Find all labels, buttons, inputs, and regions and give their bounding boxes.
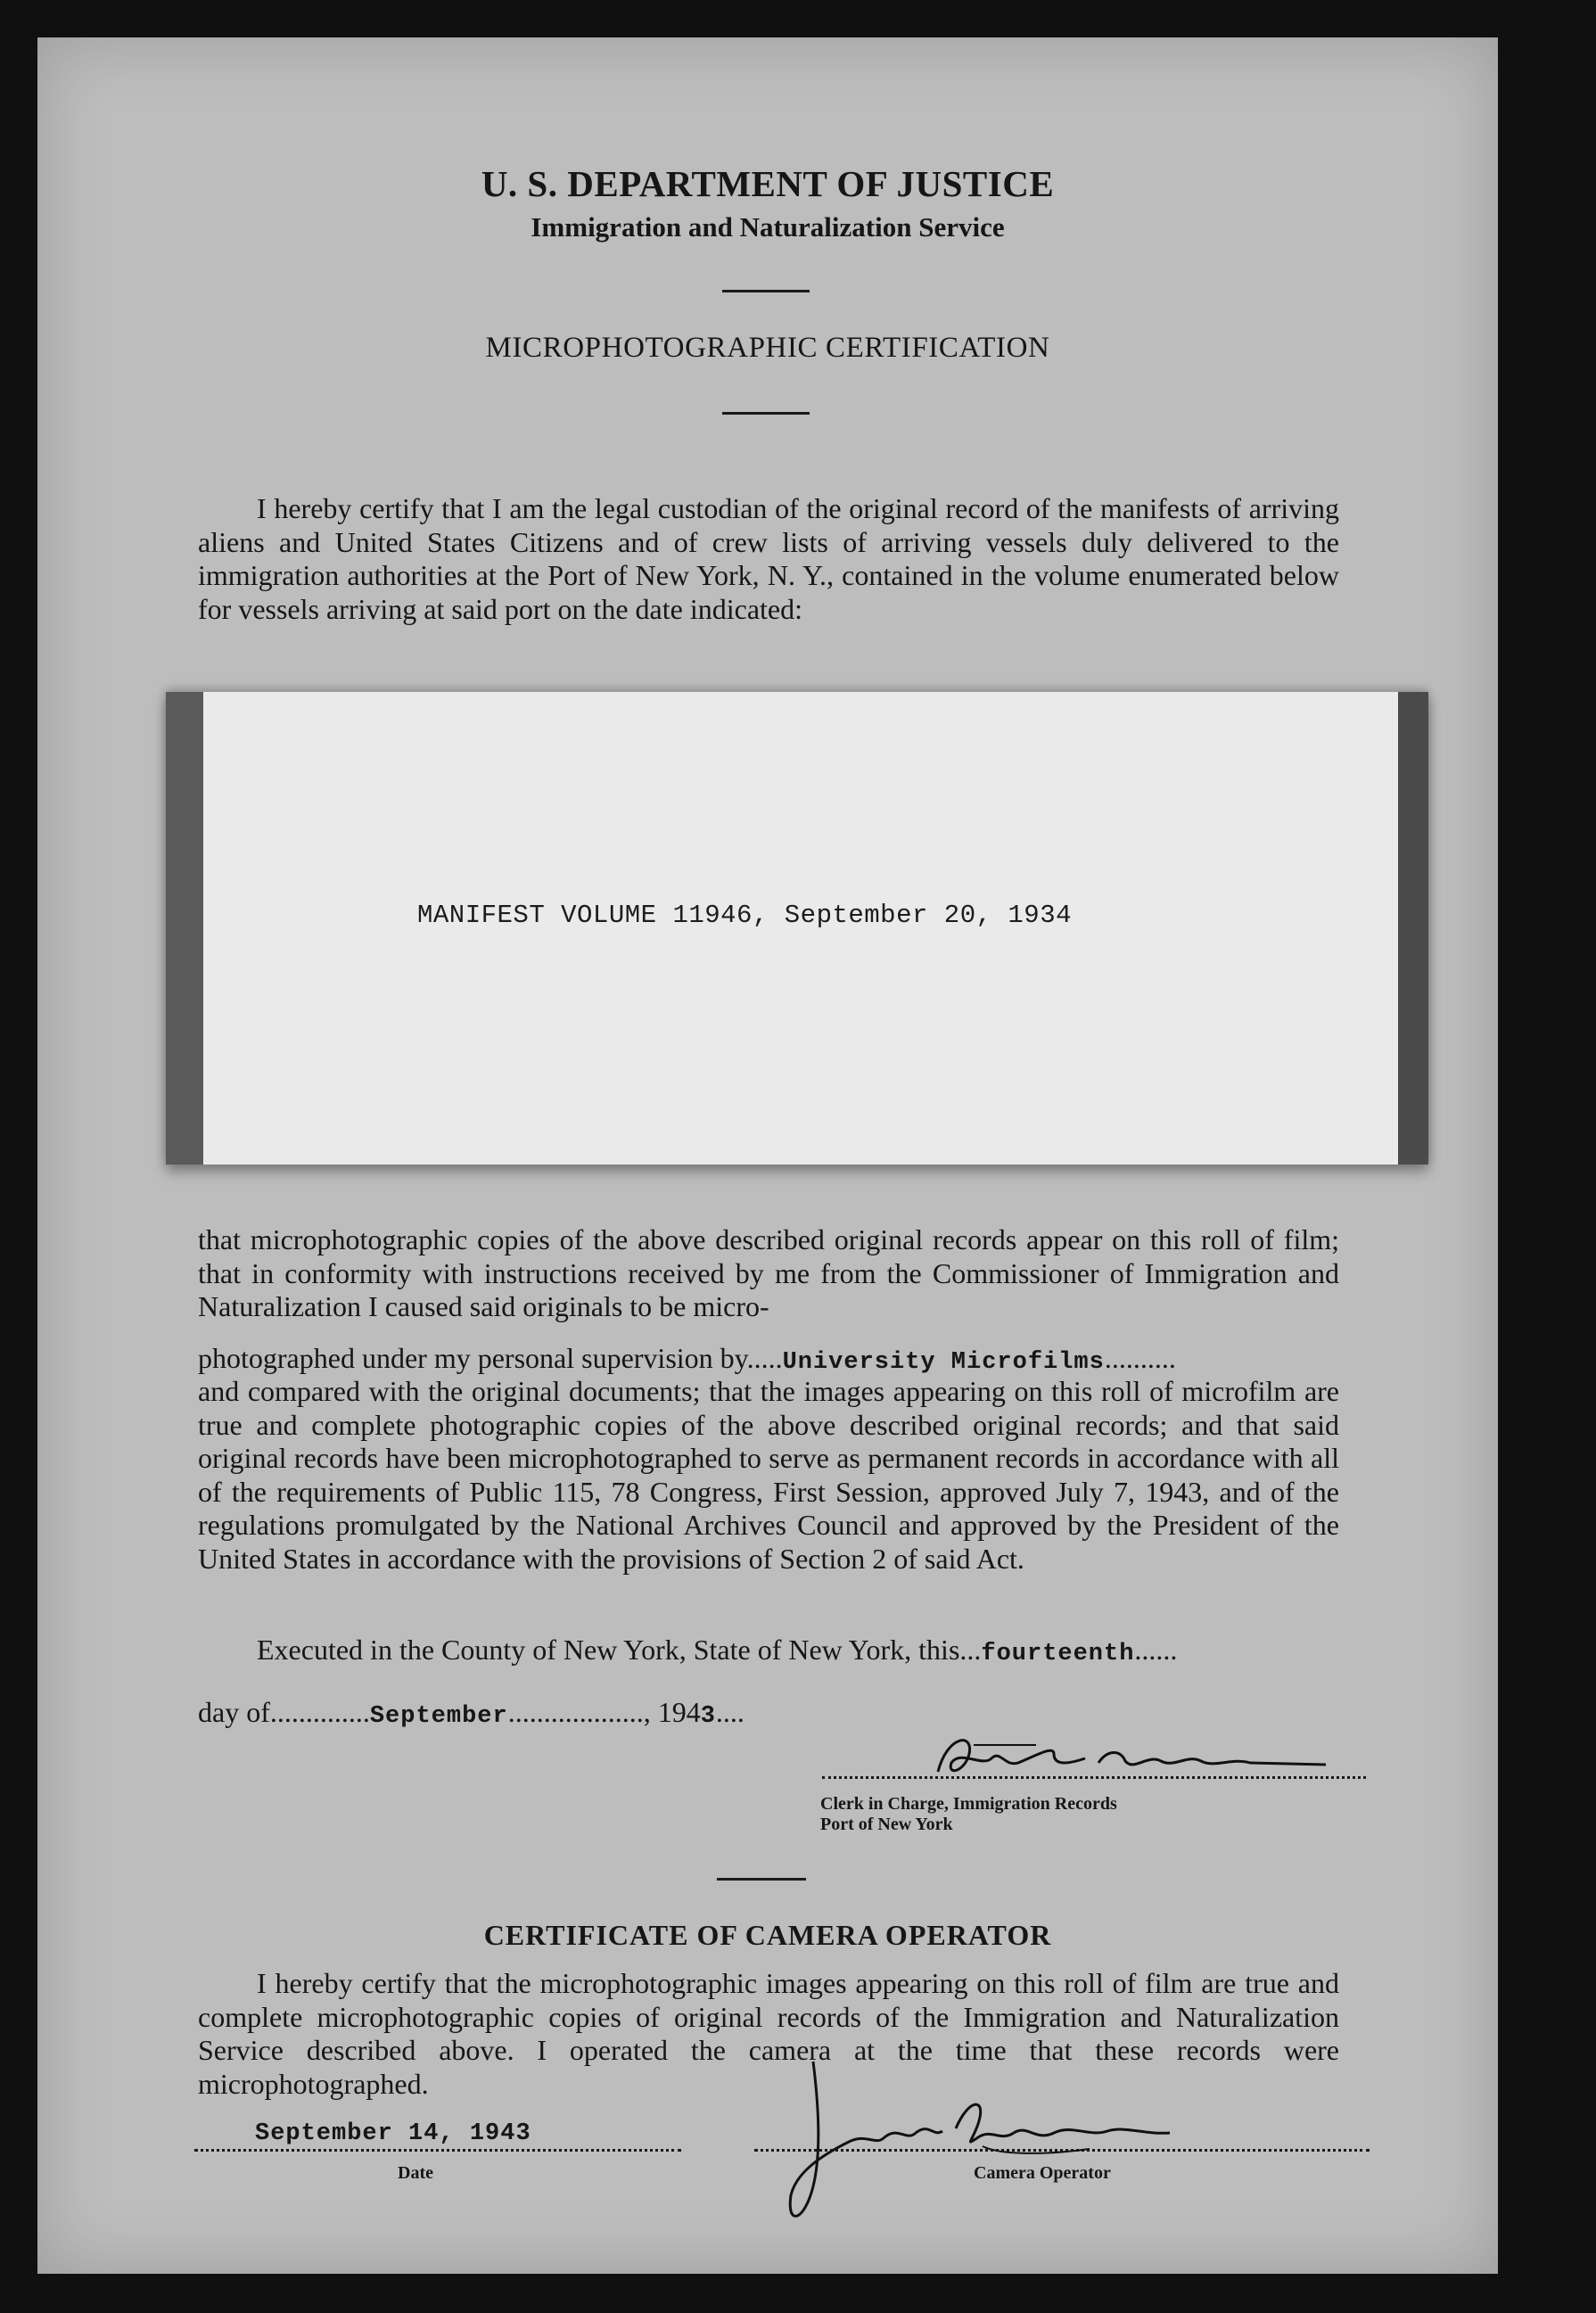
executed-line: Executed in the County of New York, State of New York, this...fourteenth......	[257, 1634, 1178, 1667]
operator-signature-icon	[751, 2044, 1250, 2231]
divider-rule	[722, 412, 810, 415]
supervisor-name: University Microfilms	[782, 1349, 1105, 1376]
supervision-line: photographed under my personal supervision by.....University Microfilms..........	[198, 1342, 1176, 1376]
date-line: day of..............September..................., 1943....	[198, 1696, 745, 1730]
body-paragraph-part1: that microphotographic copies of the above described original records appear on this roll of film; that in conformity with instructions received by me from the Commissioner of Immigration and Naturalization I caused said originals to be micro-	[198, 1223, 1339, 1323]
clerk-signature-icon	[920, 1727, 1330, 1790]
intro-paragraph: I hereby certify that I am the legal custodian of the original record of the manifests of arriving aliens and United States Citizens and of crew lists of arriving vessels duly delivered to the immigration authorities at the Port of New York, N. Y., contained in the volume enumerated below for vessels arriving at said port on the date indicated:	[198, 492, 1339, 625]
camera-date-value: September 14, 1943	[255, 2120, 531, 2147]
camera-certificate-title: CERTIFICATE OF CAMERA OPERATOR	[483, 1919, 1052, 1951]
camera-date-label: Date	[398, 2163, 433, 2183]
clerk-port: Port of New York	[820, 1815, 953, 1834]
year-digit: 3	[700, 1703, 716, 1730]
supervision-prefix: photographed under my personal supervision by	[198, 1342, 747, 1374]
manifest-volume-card	[166, 692, 1428, 1165]
divider-rule	[717, 1878, 806, 1881]
manifest-volume-label: MANIFEST VOLUME 11946, September 20, 1934	[417, 901, 1073, 930]
date-signature-line	[194, 2149, 681, 2152]
clerk-title: Clerk in Charge, Immigration Records	[820, 1794, 1117, 1814]
camera-operator-label: Camera Operator	[974, 2163, 1111, 2183]
year-prefix: , 194	[643, 1696, 701, 1728]
certification-title: MICROPHOTOGRAPHIC CERTIFICATION	[485, 332, 1050, 364]
divider-rule	[722, 290, 810, 292]
department-heading: U. S. DEPARTMENT OF JUSTICE	[481, 163, 1055, 204]
executed-day: fourteenth	[981, 1641, 1135, 1667]
service-subheading: Immigration and Naturalization Service	[531, 211, 1005, 243]
month-value: September	[369, 1703, 508, 1730]
camera-certificate-body: I hereby certify that the microphotographic images appearing on this roll of film are true and complete microphotographic copies of original records of the Immigration and Naturalization Service described above. I operated the camera at the time that these records were microphotographed.	[198, 1967, 1339, 2100]
day-of-label: day of	[198, 1696, 270, 1728]
certificate-page	[37, 37, 1498, 2274]
executed-prefix: Executed in the County of New York, State of New York, this	[257, 1634, 960, 1666]
body-paragraph-part2: and compared with the original documents; that the images appearing on this roll of microfilm are true and complete photographic copies of the above described original records; and that said original records have been microphotographed to serve as permanent records in accordance with all of the requirements of Public 115, 78 Congress, First Session, approved July 7, 1943, and of the regulations promulgated by the National Archives Council and approved by the President of the United States in accordance with the provisions of Section 2 of said Act.	[198, 1375, 1339, 1575]
